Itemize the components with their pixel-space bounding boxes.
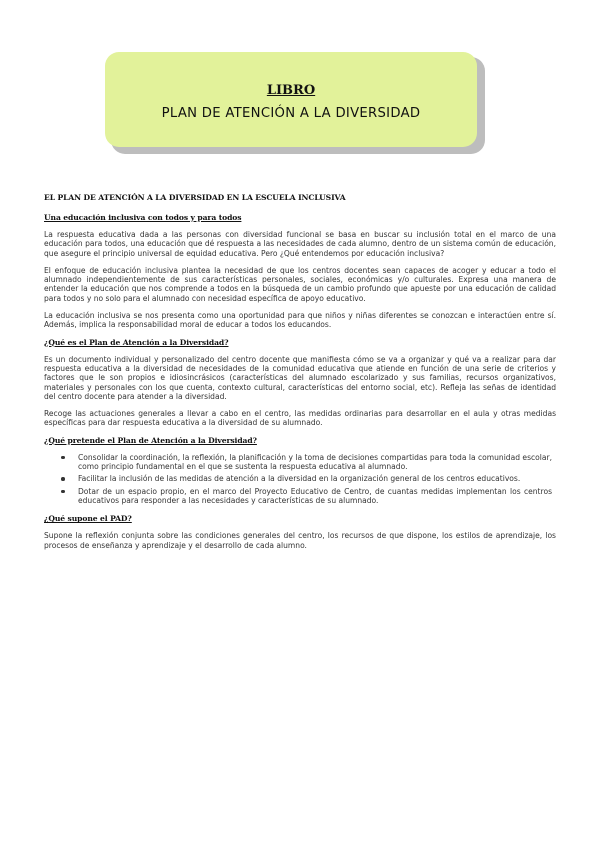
list-item-text: Dotar de un espacio propio, en el marco del Proyecto Educativo de Centro, de cuantas medidas implementan los centros educativos para responder a las necesidades y características de su alumnado. (78, 486, 552, 505)
paragraph: Recoge las actuaciones generales a llevar a cabo en el centro, las medidas ordinarias para desarrollar en el aula y otras medidas específicas para dar respuesta educativa a la diversidad de su alumnado. (44, 409, 556, 428)
bullet-list (44, 453, 556, 505)
paragraph: Es un documento individual y personalizado del centro docente que manifiesta cómo se va a organizar y qué va a realizar para dar respuesta educativa a la diversidad de necesidades de la comunidad educativa que atiende en función de una serie de criterios y factores que le son propios e idiosincrásicos (características del alumnado escolarizado y sus familias, recursos organizativos, materiales y personales con los que cuenta, contexto cultural, características del entorno social, etc). Refleja las señas de identidad del centro docente para atender a la diversidad. (44, 354, 556, 401)
list-item (44, 474, 556, 483)
banner-title: PLAN DE ATENCIÓN A LA DIVERSIDAD (161, 106, 421, 121)
list-item (44, 453, 556, 472)
section-heading: Una educación inclusiva con todos y para todos (44, 213, 242, 222)
banner-box (105, 52, 477, 147)
bullet-icon (61, 477, 65, 481)
paragraph: La educación inclusiva se nos presenta como una oportunidad para que niños y niñas diferentes se conozcan e interactúen entre sí. Además, implica la responsabilidad moral de educar a todos los educandos. (44, 311, 556, 330)
paragraph: La respuesta educativa dada a las personas con diversidad funcional se basa en buscar su inclusión total en el marco de una educación para todos, una educación que dé respuesta a las necesidades de cada alumno, dentro de un sistema común de educación, que asegure el principio universal de equidad educativa. Pero ¿Qué entendemos por educación inclusiva? (44, 230, 556, 258)
title-banner (105, 52, 487, 156)
paragraph: El enfoque de educación inclusiva plantea la necesidad de que los centros docentes sean capaces de acoger y educar a todo el alumnado independientemente de sus características personales, sociales, económicas y/o culturales. Expresa una manera de entender la educación que nos comprende a todos en la búsqueda de un cambio profundo que apueste por una educación de calidad para todos y no solo para el alumnado con necesidad específica de apoyo educativo. (44, 265, 556, 303)
paragraph: Supone la reflexión conjunta sobre las condiciones generales del centro, los recursos de que dispone, los estilos de aprendizaje, los procesos de enseñanza y aprendizaje y el desarrollo de cada alumno. (44, 531, 556, 550)
section-heading: ¿Qué supone el PAD? (44, 514, 132, 524)
section-heading: ¿Qué pretende el Plan de Atención a la Diversidad? (44, 435, 257, 445)
list-item-text: Consolidar la coordinación, la reflexión, la planificación y la toma de decisiones compartidas para toda la comunidad escolar, como principio fundamental en el que se sustenta la respuesta educativa al alumnado. (78, 452, 552, 472)
bullet-icon (61, 456, 65, 460)
banner-subtitle: LIBRO (266, 83, 316, 98)
bullet-icon (61, 490, 65, 494)
document-body (44, 193, 556, 558)
list-item-text: Facilitar la inclusión de las medidas de atención a la diversidad en la organización general de los centros educativos. (78, 474, 521, 484)
section-heading: ¿Qué es el Plan de Atención a la Diversidad? (44, 337, 229, 347)
list-item (44, 487, 556, 506)
main-heading: EL PLAN DE ATENCIÓN A LA DIVERSIDAD EN LA ESCUELA INCLUSIVA (44, 193, 346, 202)
